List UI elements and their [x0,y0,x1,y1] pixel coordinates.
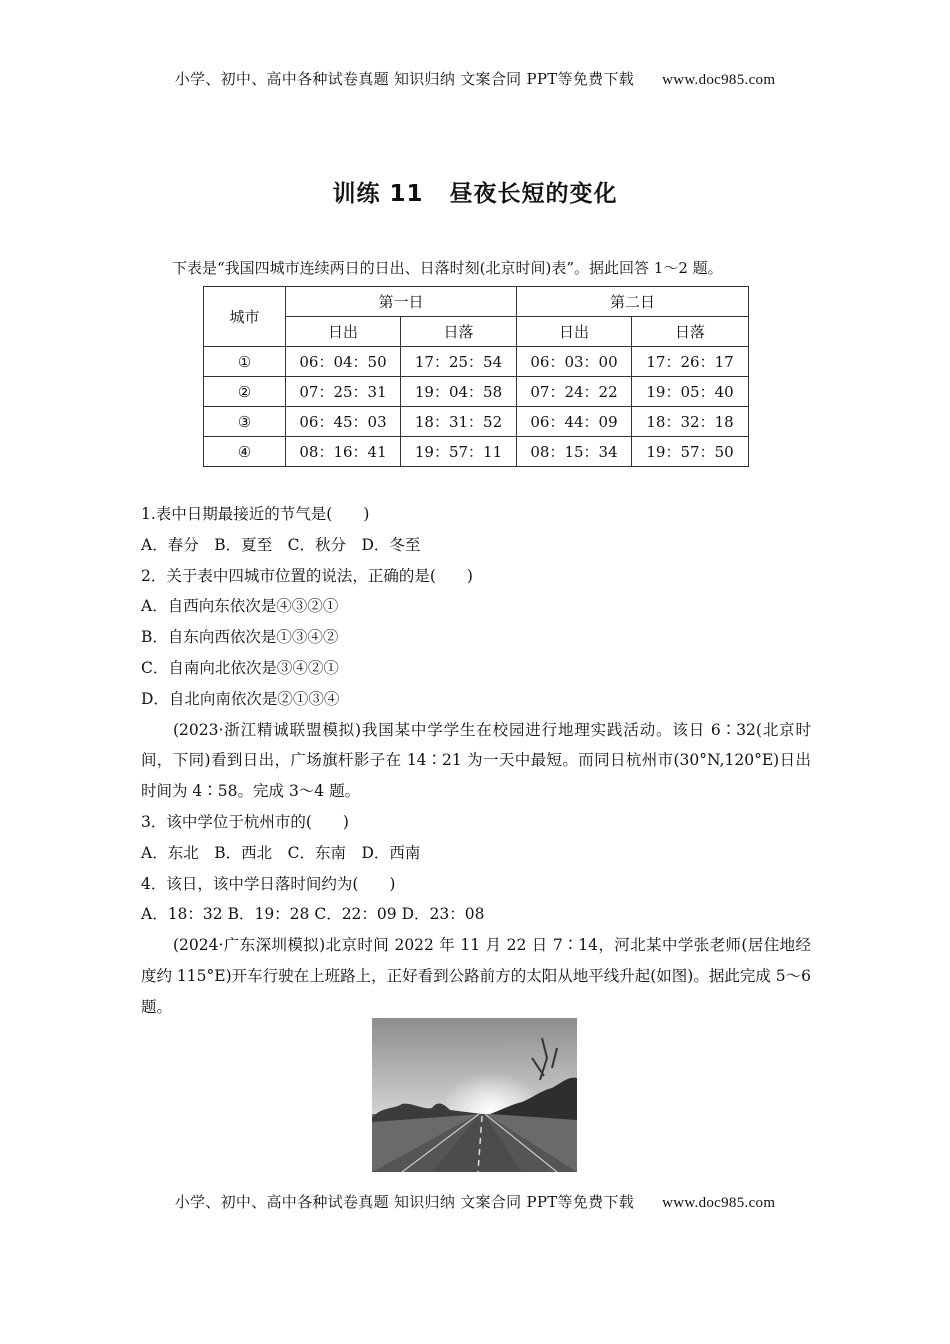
question-2: 2．关于表中四城市位置的说法，正确的是( ) [141,566,473,585]
day1-sunset-header: 日落 [401,317,517,347]
footer-text: 小学、初中、高中各种试卷真题 知识归纳 文案合同 PPT等免费下载 [174,1193,635,1211]
question-2-option-c: C．自南向北依次是③④②① [141,658,339,677]
city-header: 城市 [204,287,286,347]
road-sunrise-image [372,1018,577,1172]
question-1: 1.表中日期最接近的节气是( ) [141,505,370,523]
page-footer [0,1191,950,1212]
question-1-options: A．春分 B．夏至 C．秋分 D．冬至 [141,535,421,554]
day2-sunrise-header: 日出 [517,317,632,347]
questions-section [141,499,811,1023]
question-2-option-b: B．自东向西依次是①③④② [141,628,339,647]
page-title [0,175,950,208]
road-sunrise-photo [372,1018,577,1172]
question-4-options: A．18：32 B．19：28 C．22：09 D．23：08 [141,905,485,924]
day1-sunrise-header: 日出 [286,317,401,347]
question-3: 3．该中学位于杭州市的( ) [141,812,349,831]
day2-sunset-header: 日落 [632,317,749,347]
table-intro: 下表是“我国四城市连续两日的日出、日落时刻(北京时间)表”。据此回答 1～2 题。 [172,259,723,277]
page-header [0,68,950,89]
table-row: ④ 08：16：41 19：57：11 08：15：34 19：57：50 [204,437,749,467]
sunrise-sunset-table [203,286,749,467]
table-row: ① 06：04：50 17：25：54 06：03：00 17：26：17 [204,347,749,377]
passage-5-6: (2024·广东深圳模拟)北京时间 2022 年 11 月 22 日 7∶14，河北某中学张老师(居住地经度约 115°E)开车行驶在上班路上，正好看到公路前方的太阳从地平线升起(如图)。据此完成 5～6 题。 [141,936,811,1016]
header-text: 小学、初中、高中各种试卷真题 知识归纳 文案合同 PPT等免费下载 [174,70,635,88]
question-3-options: A．东北 B．西北 C．东南 D．西南 [141,843,421,862]
title-number: 训练 11 [332,181,424,207]
title-topic: 昼夜长短的变化 [449,181,618,207]
header-site: www.doc985.com [662,72,776,88]
table-row: ② 07：25：31 19：04：58 07：24：22 19：05：40 [204,377,749,407]
question-2-option-a: A．自西向东依次是④③②① [141,597,339,616]
question-2-option-d: D．自北向南依次是②①③④ [141,689,340,708]
footer-site: www.doc985.com [662,1195,776,1211]
passage-3-4: (2023·浙江精诚联盟模拟)我国某中学学生在校园进行地理实践活动。该日 6∶32(北京时间，下同)看到日出，广场旗杆影子在 14∶21 为一天中最短。而同日杭州市(30°N,120°E)日出时间为 4∶58。完成 3～4 题。 [141,720,811,801]
question-4: 4．该日，该中学日落时间约为( ) [141,874,396,893]
day1-header: 第一日 [286,287,517,317]
day2-header: 第二日 [517,287,749,317]
table-row: ③ 06：45：03 18：31：52 06：44：09 18：32：18 [204,407,749,437]
